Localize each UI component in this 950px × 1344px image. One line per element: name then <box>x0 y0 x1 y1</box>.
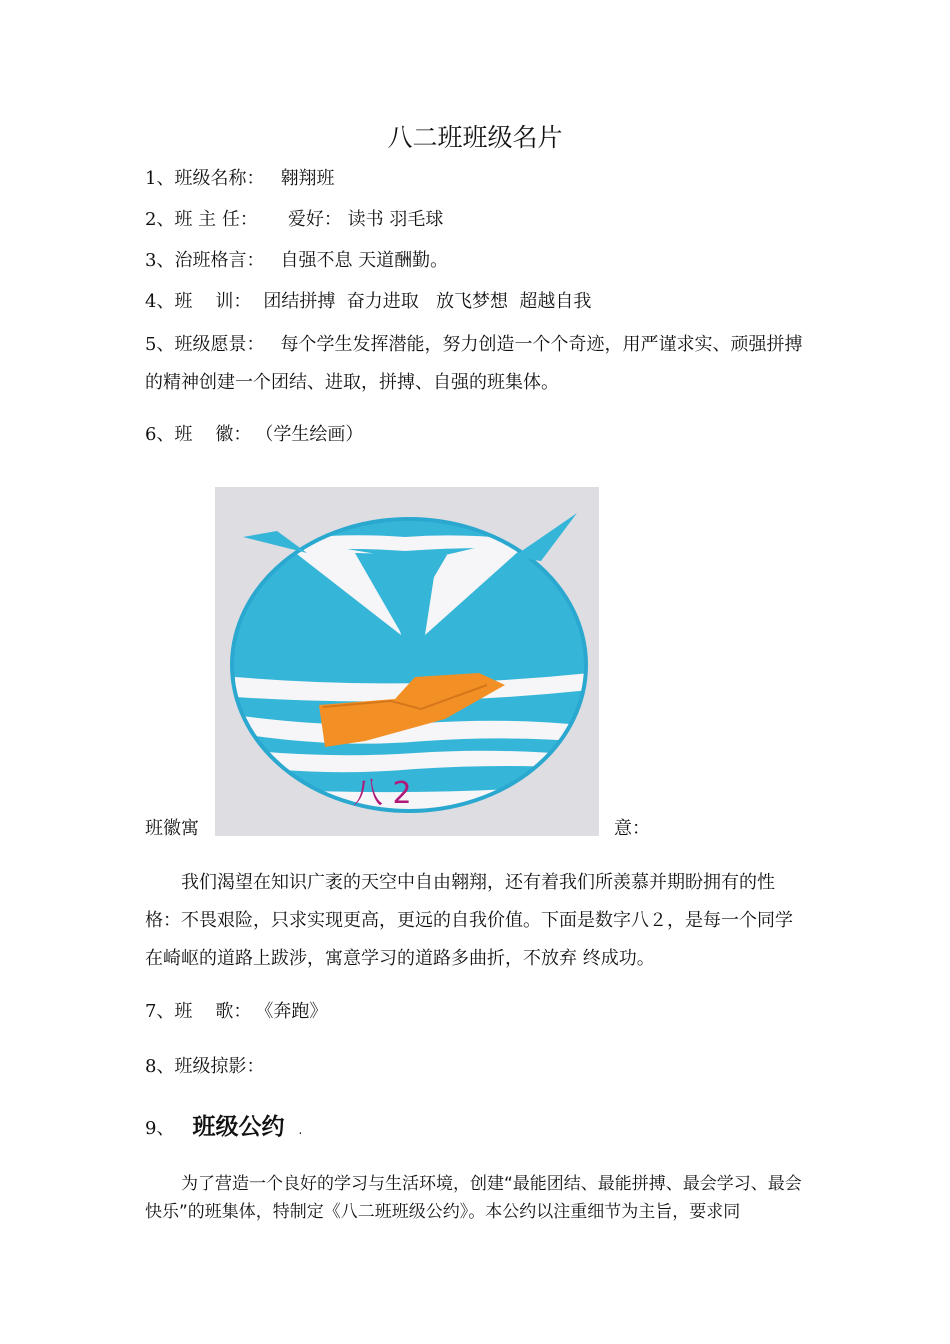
item-emblem <box>145 423 363 447</box>
item-label: 班级名称： <box>174 168 265 189</box>
item-value: 翱翔班 <box>280 168 335 189</box>
item-number: 6、 <box>145 424 175 445</box>
section-heading: 班级公约 <box>192 1114 285 1140</box>
item-number: 9、 <box>145 1118 175 1139</box>
item-class-creed <box>145 290 591 314</box>
item-head-teacher <box>145 208 443 232</box>
item-label: 治班格言： <box>174 250 265 271</box>
emblem-illustration <box>215 487 599 836</box>
item-label: 班 徽： <box>174 424 252 445</box>
emblem-meaning-label-right: 意： <box>614 818 650 839</box>
item-number: 3、 <box>145 250 175 271</box>
item-value: 团结拼搏 奋力进取 放飞梦想 超越自我 <box>263 291 592 312</box>
item-label: 班 歌： <box>174 1001 252 1022</box>
item-label: 班 训： <box>174 291 252 312</box>
convention-intro-text: 为了营造一个良好的学习与生活环境，创建“最能团结、最能拼搏、最会学习、最会快乐”的班集体，特制定《八二班班级公约》。本公约以注重细节为主旨，要求同 <box>145 1174 802 1222</box>
item-label: 班 主 任： <box>174 209 258 230</box>
item-vision <box>145 326 807 402</box>
emblem-meaning-text: 我们渴望在知识广袤的天空中自由翱翔，还有着我们所羡慕并期盼拥有的性格：不畏艰险，只求实现更高，更远的自我价值。下面是数字八２，是每一个同学在崎岖的道路上跋涉，寓意学习的道路多曲折，不放弃 终成功。 <box>145 872 793 969</box>
item-motto <box>145 249 448 273</box>
item-value: 自强不息 天道酬勤。 <box>280 250 449 271</box>
item-number: 2、 <box>145 209 175 230</box>
emblem-drawing-text: 八 2 <box>353 776 412 811</box>
item-number: 4、 <box>145 291 175 312</box>
item-label: 班级掠影： <box>174 1056 265 1077</box>
emblem-meaning-label-left: 班徽寓 <box>145 818 199 839</box>
trailing-dot: . <box>298 1123 303 1137</box>
item-number: 7、 <box>145 1001 175 1022</box>
page-title: 八二班班级名片 <box>387 123 563 152</box>
item-class-name <box>145 167 334 191</box>
item-label: 班级愿景： <box>174 334 265 355</box>
class-emblem-drawing <box>215 487 599 836</box>
item-value: 《奔跑》 <box>255 1001 328 1022</box>
item-number: 1、 <box>145 168 175 189</box>
item-value: 爱好： 读书 羽毛球 <box>287 209 444 230</box>
item-class-song <box>145 1000 327 1024</box>
item-value: 每个学生发挥潜能，努力创造一个个奇迹，用严谨求实、顽强拼搏的精神创建一个团结、进取，拼搏、自强的班集体。 <box>145 334 803 393</box>
item-number: 8、 <box>145 1056 175 1077</box>
item-class-convention <box>145 1108 302 1141</box>
item-value: （学生绘画） <box>255 424 364 445</box>
item-number: 5、 <box>145 334 175 355</box>
item-class-snapshots <box>145 1055 264 1079</box>
